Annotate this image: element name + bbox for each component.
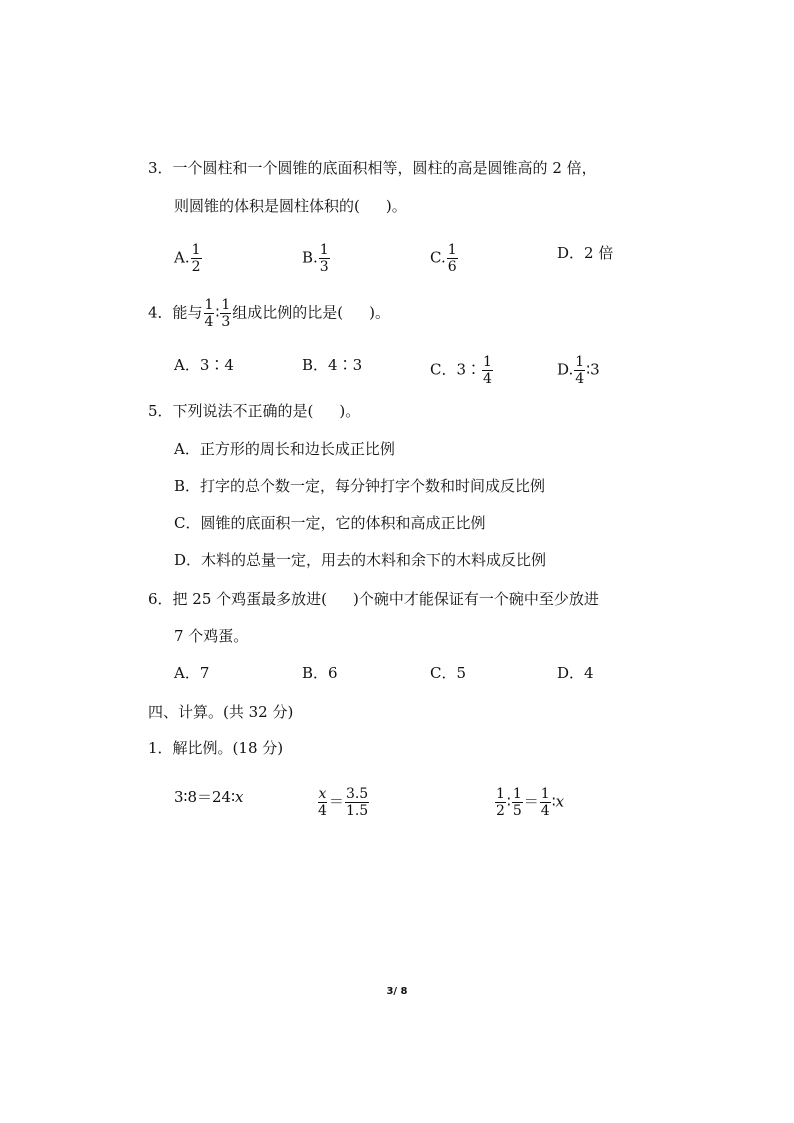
subquestion-heading: 1．解比例。(18 分) [148, 739, 284, 757]
q5-stem-after: )。 [339, 402, 361, 420]
fraction [319, 243, 330, 274]
q4-mid: 组成比例的比是( [232, 303, 344, 322]
fraction [447, 243, 458, 274]
fraction [512, 787, 523, 818]
fraction [345, 787, 369, 818]
q5-option-d[interactable]: D．木料的总量一定，用去的木料和余下的木料成反比例 [174, 551, 547, 569]
q6-option-a[interactable]: A．7 [174, 664, 210, 682]
fraction [204, 298, 215, 329]
q6-line1 [148, 589, 599, 609]
q5-option-b[interactable]: B．打字的总个数一定，每分钟打字个数和时间成反比例 [174, 477, 546, 495]
numerator: 1 [496, 786, 505, 802]
option-label: A. [174, 248, 190, 267]
numerator: 1 [575, 354, 585, 370]
fraction [482, 355, 493, 386]
numerator: 1 [221, 297, 231, 313]
fraction [495, 787, 506, 818]
denominator: 4 [540, 803, 550, 819]
numerator: x [318, 786, 327, 802]
fraction [220, 298, 231, 329]
equation-2 [316, 787, 370, 818]
denominator: 3 [221, 314, 231, 330]
denominator: 1.5 [345, 803, 369, 819]
numerator: 1 [191, 242, 201, 258]
denominator: 2 [191, 259, 201, 275]
equation-3 [494, 787, 564, 818]
numerator: 1 [483, 354, 492, 370]
equation-left: 3∶8＝24∶ [174, 788, 235, 806]
option-label: C．3∶ [430, 360, 482, 379]
q4-after: )。 [369, 303, 391, 322]
q4-option-b[interactable]: B．4∶3 [302, 356, 363, 374]
q3-line2-before: 则圆锥的体积是圆柱体积的( [174, 197, 360, 215]
numerator: 1 [540, 786, 550, 802]
q6-option-d[interactable]: D．4 [557, 664, 594, 682]
q4-option-c[interactable] [430, 355, 494, 386]
option-label: D. [557, 360, 574, 379]
numerator: 1 [512, 786, 522, 802]
fraction [317, 787, 328, 818]
q6-line1-after: )个碗中才能保证有一个碗中至少放进 [353, 590, 599, 608]
option-label: B. [302, 248, 318, 267]
q6-option-c[interactable]: C．5 [430, 664, 467, 682]
denominator: 5 [512, 803, 522, 819]
ratio-colon: ∶ [506, 792, 511, 811]
q4-prefix: 4．能与 [148, 303, 203, 322]
numerator: 1 [447, 242, 457, 258]
equals-sign: ＝ [328, 792, 344, 811]
variable-x: x [555, 792, 565, 811]
fraction [574, 355, 585, 386]
denominator: 4 [575, 371, 585, 387]
q4-option-a[interactable]: A．3∶4 [174, 356, 234, 374]
denominator: 4 [483, 371, 492, 387]
equals-sign: ＝ [523, 792, 539, 811]
q3-line1: 3．一个圆柱和一个圆锥的底面积相等，圆柱的高是圆锥高的 2 倍， [148, 159, 597, 177]
q3-option-d[interactable]: D．2 倍 [557, 244, 614, 262]
q3-option-a[interactable] [174, 243, 203, 274]
numerator: 1 [319, 242, 329, 258]
q3-option-c[interactable] [430, 243, 459, 274]
ratio-colon: ∶ [551, 792, 556, 811]
q6-option-b[interactable]: B．6 [302, 664, 338, 682]
section-heading: 四、计算。(共 32 分) [148, 703, 294, 721]
equation-1 [174, 787, 243, 807]
denominator: 6 [447, 259, 457, 275]
q3-line2 [174, 196, 407, 216]
numerator: 3.5 [345, 786, 369, 802]
q6-line1-before: 6．把 25 个鸡蛋最多放进( [148, 590, 328, 608]
option-suffix: ∶3 [586, 360, 600, 379]
fraction [540, 787, 551, 818]
q3-option-b[interactable] [302, 243, 331, 274]
option-label: C. [430, 248, 446, 267]
q5-stem-before: 5．下列说法不正确的是( [148, 402, 314, 420]
q3-line2-after: )。 [385, 197, 407, 215]
q5-option-c[interactable]: C．圆锥的底面积一定，它的体积和高成正比例 [174, 514, 486, 532]
denominator: 4 [204, 314, 214, 330]
denominator: 3 [319, 259, 329, 275]
q4-option-d[interactable] [557, 355, 600, 386]
denominator: 2 [496, 803, 505, 819]
page-number: 3/ 8 [386, 986, 408, 997]
numerator: 1 [204, 297, 214, 313]
fraction [191, 243, 202, 274]
q5-option-a[interactable]: A．正方形的周长和边长成正比例 [174, 440, 395, 458]
q6-line2: 7 个鸡蛋。 [174, 627, 249, 645]
ratio-colon: ∶ [215, 303, 220, 322]
q4-stem [148, 298, 390, 329]
q5-stem [148, 401, 360, 421]
denominator: 4 [318, 803, 327, 819]
variable-x: x [234, 788, 244, 806]
